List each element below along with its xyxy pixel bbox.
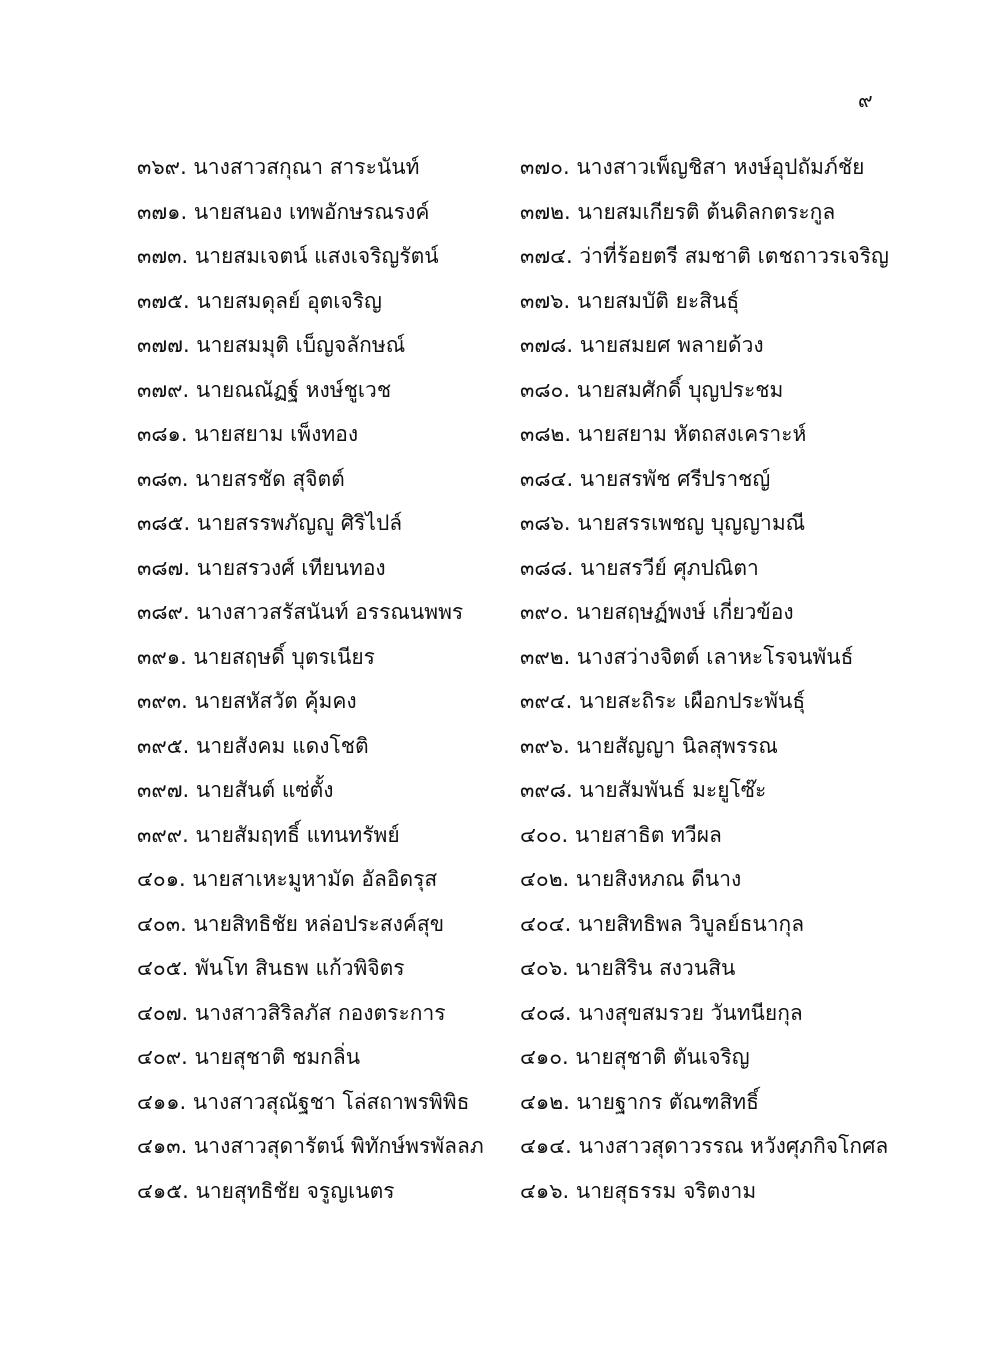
list-item-right: ๓๙๒. นางสว่างจิตต์ เลาหะโรจนพันธ์ xyxy=(520,644,854,669)
list-item-left: ๔๑๕. นายสุทธิชัย จรูญเนตร xyxy=(137,1178,395,1203)
list-row xyxy=(137,635,897,680)
list-item-left: ๔๐๕. พันโท สินธพ แก้วพิจิตร xyxy=(137,956,405,981)
list-item-left: ๓๘๙. นางสาวสรัสนันท์ อรรณนพพร xyxy=(137,600,464,625)
list-item-left: ๔๐๙. นายสุชาติ ชมกลิ่น xyxy=(137,1045,361,1070)
list-row xyxy=(137,857,897,902)
list-row xyxy=(137,1035,897,1080)
list-item-left: ๓๗๙. นายณณัฏฐ์ หงษ์ชูเวช xyxy=(137,377,392,402)
list-item-left: ๓๘๗. นายสรวงศ์ เทียนทอง xyxy=(137,555,386,580)
list-item-right: ๔๐๐. นายสาธิต ทวีผล xyxy=(520,822,722,847)
list-row xyxy=(137,679,897,724)
list-item-right: ๔๑๐. นายสุชาติ ตันเจริญ xyxy=(520,1045,750,1070)
list-item-left: ๓๘๑. นายสยาม เพ็งทอง xyxy=(137,422,359,447)
list-item-left: ๔๐๑. นายสาเหะมูหามัด อัลอิดรุส xyxy=(137,867,438,892)
list-row xyxy=(137,279,897,324)
list-item-right: ๓๙๐. นายสฤษฏ์พงษ์ เกี่ยวข้อง xyxy=(520,600,794,625)
list-row xyxy=(137,190,897,235)
list-row xyxy=(137,234,897,279)
list-item-left: ๓๗๑. นายสนอง เทพอักษรณรงค์ xyxy=(137,199,430,224)
list-item-left: ๓๘๓. นายสรชัด สุจิตต์ xyxy=(137,466,345,491)
list-item-right: ๔๐๒. นายสิงหภณ ดีนาง xyxy=(520,867,742,892)
list-item-left: ๔๐๓. นายสิทธิชัย หล่อประสงค์สุข xyxy=(137,911,445,936)
page-number: ๙ xyxy=(858,88,873,112)
list-item-left: ๔๑๓. นางสาวสุดารัตน์ พิทักษ์พรพัลลภ xyxy=(137,1134,484,1159)
list-row xyxy=(137,1080,897,1125)
list-item-right: ๓๗๐. นางสาวเพ็ญชิสา หงษ์อุปถัมภ์ชัย xyxy=(520,155,865,180)
list-item-right: ๓๘๘. นายสรวีย์ ศุภปณิตา xyxy=(520,555,759,580)
list-item-right: ๓๙๔. นายสะถิระ เผือกประพันธุ์ xyxy=(520,689,806,714)
list-item-left: ๓๙๗. นายสันต์ แซ่ตั้ง xyxy=(137,778,334,803)
list-item-left: ๓๘๕. นายสรรพภัญญู ศิริไปล์ xyxy=(137,511,403,536)
list-row xyxy=(137,368,897,413)
list-row xyxy=(137,902,897,947)
list-item-right: ๓๘๐. นายสมศักดิ์ บุญประชม xyxy=(520,377,784,402)
list-row xyxy=(137,457,897,502)
list-item-right: ๓๗๘. นายสมยศ พลายด้วง xyxy=(520,333,764,358)
list-row xyxy=(137,991,897,1036)
list-row xyxy=(137,145,897,190)
name-list xyxy=(137,145,897,1213)
list-item-right: ๓๗๖. นายสมบัติ ยะสินธุ์ xyxy=(520,288,740,313)
list-item-left: ๓๗๓. นายสมเจตน์ แสงเจริญรัตน์ xyxy=(137,244,439,269)
list-row xyxy=(137,768,897,813)
list-item-left: ๓๖๙. นางสาวสกุณา สาระนันท์ xyxy=(137,155,420,180)
list-item-left: ๔๐๗. นางสาวสิริลภัส กองตระการ xyxy=(137,1000,446,1025)
list-item-right: ๓๘๖. นายสรรเพชญ บุญญามณี xyxy=(520,511,806,536)
list-item-left: ๔๑๑. นางสาวสุณัฐชา โล่สถาพรพิพิธ xyxy=(137,1089,470,1114)
list-item-right: ๔๑๖. นายสุธรรม จริตงาม xyxy=(520,1178,757,1203)
list-item-right: ๔๐๔. นายสิทธิพล วิบูลย์ธนากุล xyxy=(520,911,805,936)
list-item-right: ๓๘๔. นายสรพัช ศรีปราชญ์ xyxy=(520,466,771,491)
list-row xyxy=(137,546,897,591)
list-item-left: ๓๙๕. นายสังคม แดงโชติ xyxy=(137,733,369,758)
list-item-right: ๓๗๔. ว่าที่ร้อยตรี สมชาติ เตชถาวรเจริญ xyxy=(520,244,889,269)
list-row xyxy=(137,590,897,635)
list-item-right: ๓๘๒. นายสยาม หัตถสงเคราะห์ xyxy=(520,422,807,447)
list-item-left: ๓๗๕. นายสมดุลย์ อุตเจริญ xyxy=(137,288,382,313)
list-row xyxy=(137,724,897,769)
list-item-right: ๓๙๘. นายสัมพันธ์ มะยูโซ๊ะ xyxy=(520,778,767,803)
list-row xyxy=(137,501,897,546)
list-row xyxy=(137,946,897,991)
list-row xyxy=(137,1124,897,1169)
list-item-right: ๓๗๒. นายสมเกียรติ ต้นดิลกตระกูล xyxy=(520,199,836,224)
list-item-left: ๓๗๗. นายสมมุติ เบ็ญจลักษณ์ xyxy=(137,333,406,358)
list-item-left: ๓๙๓. นายสหัสวัต คุ้มคง xyxy=(137,689,357,714)
list-row xyxy=(137,412,897,457)
list-row xyxy=(137,813,897,858)
list-item-right: ๔๑๔. นางสาวสุดาวรรณ หวังศุภกิจโกศล xyxy=(520,1134,889,1159)
list-item-right: ๓๙๖. นายสัญญา นิลสุพรรณ xyxy=(520,733,778,758)
list-item-right: ๔๑๒. นายฐากร ตัณฑสิทธิ์ xyxy=(520,1089,759,1114)
list-item-right: ๔๐๖. นายสิริน สงวนสิน xyxy=(520,956,736,981)
list-row xyxy=(137,323,897,368)
list-row xyxy=(137,1169,897,1214)
list-item-right: ๔๐๘. นางสุขสมรวย วันทนียกุล xyxy=(520,1000,803,1025)
list-item-left: ๓๙๙. นายสัมฤทธิ์ แทนทรัพย์ xyxy=(137,822,400,847)
list-item-left: ๓๙๑. นายสฤษดิ์ บุตรเนียร xyxy=(137,644,375,669)
